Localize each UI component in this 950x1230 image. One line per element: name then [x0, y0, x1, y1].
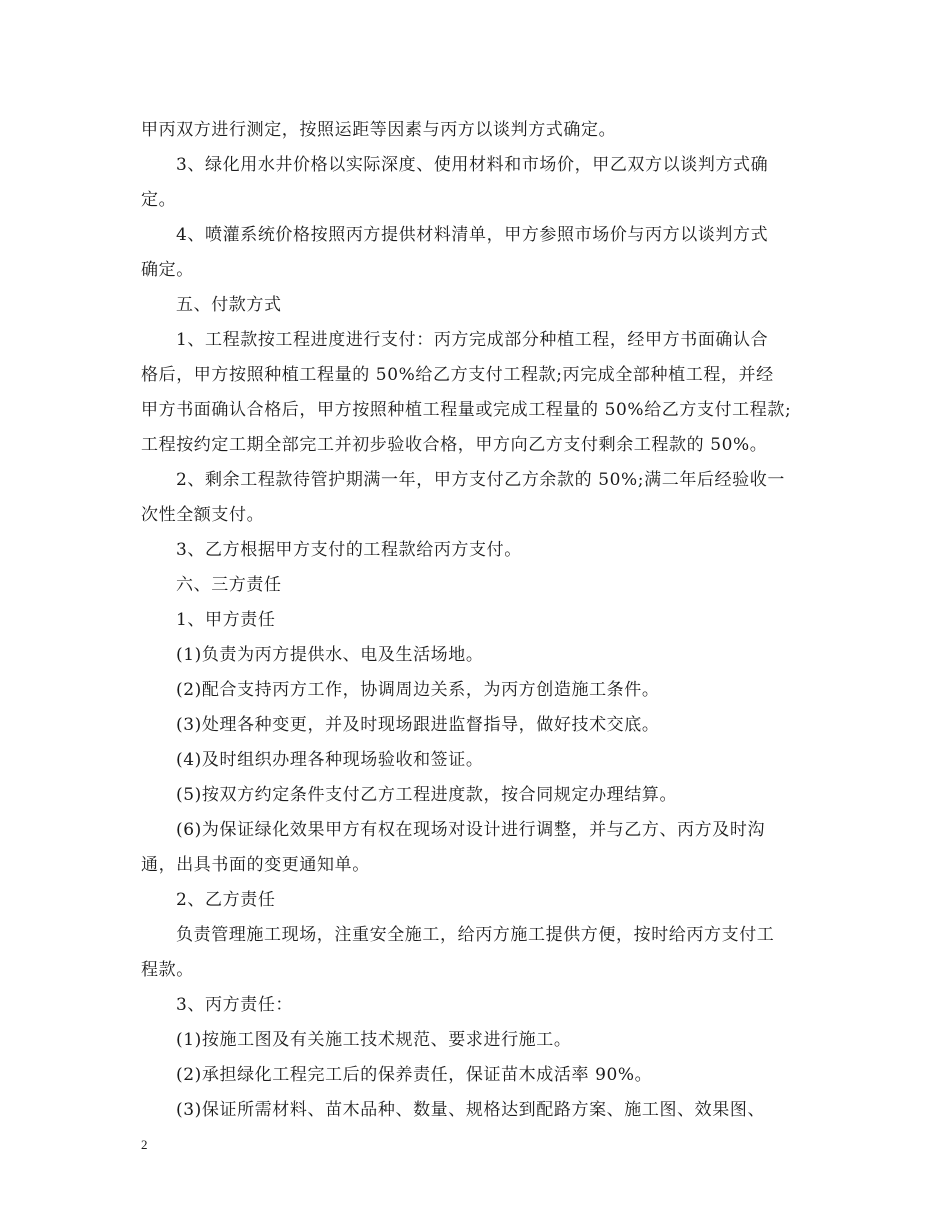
text-line: 1、工程款按工程进度进行支付：丙方完成部分种植工程，经甲方书面确认合: [176, 330, 769, 350]
text-line: 2、剩余工程款待管护期满一年，甲方支付乙方余款的 50%;满二年后经验收一: [176, 470, 785, 490]
subsection-heading: 3、丙方责任：: [176, 995, 294, 1015]
list-item: (1)负责为丙方提供水、电及生活场地。: [176, 645, 484, 665]
list-item: (6)为保证绿化效果甲方有权在现场对设计进行调整，并与乙方、丙方及时沟: [176, 820, 766, 840]
list-item: (2)配合支持丙方工作，协调周边关系，为丙方创造施工条件。: [176, 680, 660, 700]
text-line: 3、乙方根据甲方支付的工程款给丙方支付。: [176, 540, 522, 560]
list-item: (3)保证所需材料、苗木品种、数量、规格达到配路方案、施工图、效果图、: [176, 1100, 766, 1120]
text-line: 甲丙双方进行测定，按照运距等因素与丙方以谈判方式确定。: [141, 120, 617, 140]
list-item: (4)及时组织办理各种现场验收和签证。: [176, 750, 484, 770]
section-heading: 五、付款方式: [176, 295, 282, 315]
section-heading: 六、三方责任: [176, 575, 282, 595]
text-line: 甲方书面确认合格后，甲方按照种植工程量或完成工程量的 50%给乙方支付工程款;: [141, 400, 792, 420]
text-line: 3、绿化用水井价格以实际深度、使用材料和市场价，甲乙双方以谈判方式确: [176, 155, 769, 175]
subsection-heading: 1、甲方责任: [176, 610, 276, 630]
text-line: 程款。: [141, 960, 194, 980]
list-item: (5)按双方约定条件支付乙方工程进度款，按合同规定办理结算。: [176, 785, 678, 805]
page-number: 2: [141, 1137, 148, 1152]
text-line: 工程按约定工期全部完工并初步验收合格，甲方向乙方支付剩余工程款的 50%。: [141, 435, 768, 455]
list-item: (1)按施工图及有关施工技术规范、要求进行施工。: [176, 1030, 572, 1050]
list-item: (2)承担绿化工程完工后的保养责任，保证苗木成活率 90%。: [176, 1065, 653, 1085]
subsection-heading: 2、乙方责任: [176, 890, 276, 910]
text-line: 负责管理施工现场，注重安全施工，给丙方施工提供方便，按时给丙方支付工: [176, 925, 775, 945]
list-item: (3)处理各种变更，并及时现场跟进监督指导，做好技术交底。: [176, 715, 660, 735]
text-line: 次性全额支付。: [141, 505, 265, 525]
text-line: 定。: [141, 190, 177, 210]
text-line: 4、喷灌系统价格按照丙方提供材料清单，甲方参照市场价与丙方以谈判方式: [176, 225, 769, 245]
text-line: 格后，甲方按照种植工程量的 50%给乙方支付工程款;丙完成全部种植工程，并经: [141, 365, 774, 385]
text-line: 确定。: [141, 260, 194, 280]
text-line: 通，出具书面的变更通知单。: [141, 855, 370, 875]
